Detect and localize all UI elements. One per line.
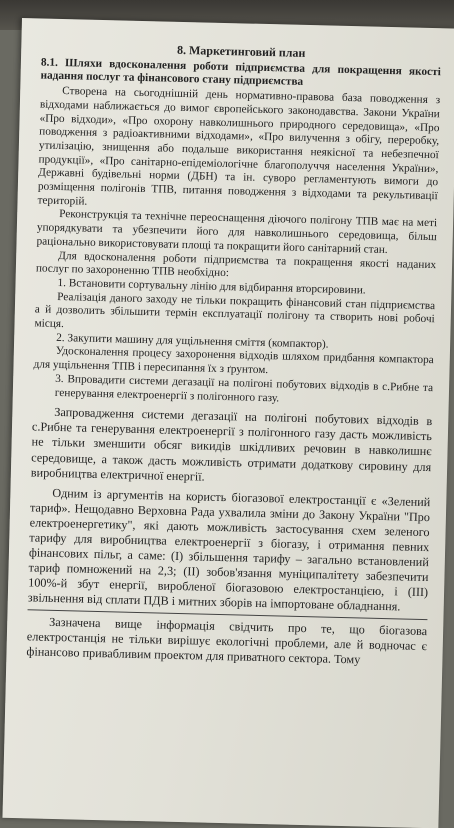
paragraph-green-tariff: Одним із аргументів на користь біогазової електростанції є «Зелений тариф». Нещодавно Верховна Рада ухвалила зміни до Закону України "Про електроенергетику", які дають можливість застосування схем зеленого тарифу для виробництва електроенергії з біогазу, і отримання певних фінансових пільг, а саме: (І) збільшення тарифу – загально встановлений тариф помножений на 2,3; (ІІ) зобов'язання муніципалітету забезпечити 100%-й збут енергії, виробленої біогазовою електростанцією, і (ІІІ) звільнення від сплати ПДВ і митних зборів на імпортоване обладнання. — [27, 485, 431, 614]
paragraph-conclusion: Зазначена вище інформація свідчить про те, що біогазова електростанція не тільки вирішує екологічні проблеми, але й водночас є фінансово привабливим проектом для приватного сектора. Тому — [26, 614, 428, 667]
lower-section — [26, 405, 432, 669]
page-content — [26, 40, 441, 668]
paragraph-reconstruction: Реконструкція та технічне переоснащення діючого полігону ТПВ має на меті упорядкувати та убезпечити його для навколишнього середовища, більш раціонально використовувати площі та покращити його санітарний стан. — [36, 208, 438, 256]
list-item-1: 1. Встановити сортувальну лінію для відбирання вторсировини. — [57, 276, 366, 297]
section-heading: 8.1. Шляхи вдосконалення роботи підприємства для покращення якості надання послуг та фінансового стану підприємства — [40, 56, 441, 89]
document-page — [2, 18, 454, 828]
paragraph-item-2-detail: Удосконалення процесу захоронення відходів шляхом придбання компактора для ущільнення ТПВ і пересипання їх з ґрунтом. — [33, 345, 434, 377]
list-item-3: 3. Впровадити системи дегазації на полігоні побутових відходів в с.Рибне та генерування електроенергії з полігонного газу. — [54, 372, 434, 404]
paragraph-improvement-intro: Для вдосконалення роботи підприємства та покращення якості наданих послуг по захороненню ТПВ необхідно: — [35, 249, 437, 280]
list-item-2: 2. Закупити машину для ущільнення сміття (компактор). — [56, 331, 329, 351]
paragraph-degassing: Запровадження системи дегазації на полігоні побутових відходів в с.Рибне та генерування електроенергії з полігонного газу дасть можливість не тільки зменшити обсяг викидів шкідливих речовин в навколишнє середовище, а також дасть можливість отримати додаткову сировину для виробництва електричної енергії. — [30, 405, 433, 484]
paragraph-legislation: Створена на сьогоднішній день нормативно-правова база поводження з відходами наближається до вимог європейського законодавства. Закони України «Про відходи», «Про охорону навколишнього природного середовища», «Про поводження з радіоактивними відходами», «Про вилучення з обігу, переробку, утилізацію, знищення або подальше використання неякісної та небезпечної продукції», «Про санітарно-епідеміологічне благополуччя населення України», Державні будівельні норми (ДБН) та ін. суворо регламентують вимоги до розміщення полігонів ТПВ, питання поводження з відходами та рекультивації територій. — [37, 85, 441, 208]
page-title: 8. Маркетинговий план — [176, 42, 306, 60]
paragraph-item-1-detail: Реалізація даного заходу не тільки покращить фінансовий стан підприємства а й дозволить збільшити термін експлуатації полігону та створить нові робочі місця. — [34, 290, 436, 331]
